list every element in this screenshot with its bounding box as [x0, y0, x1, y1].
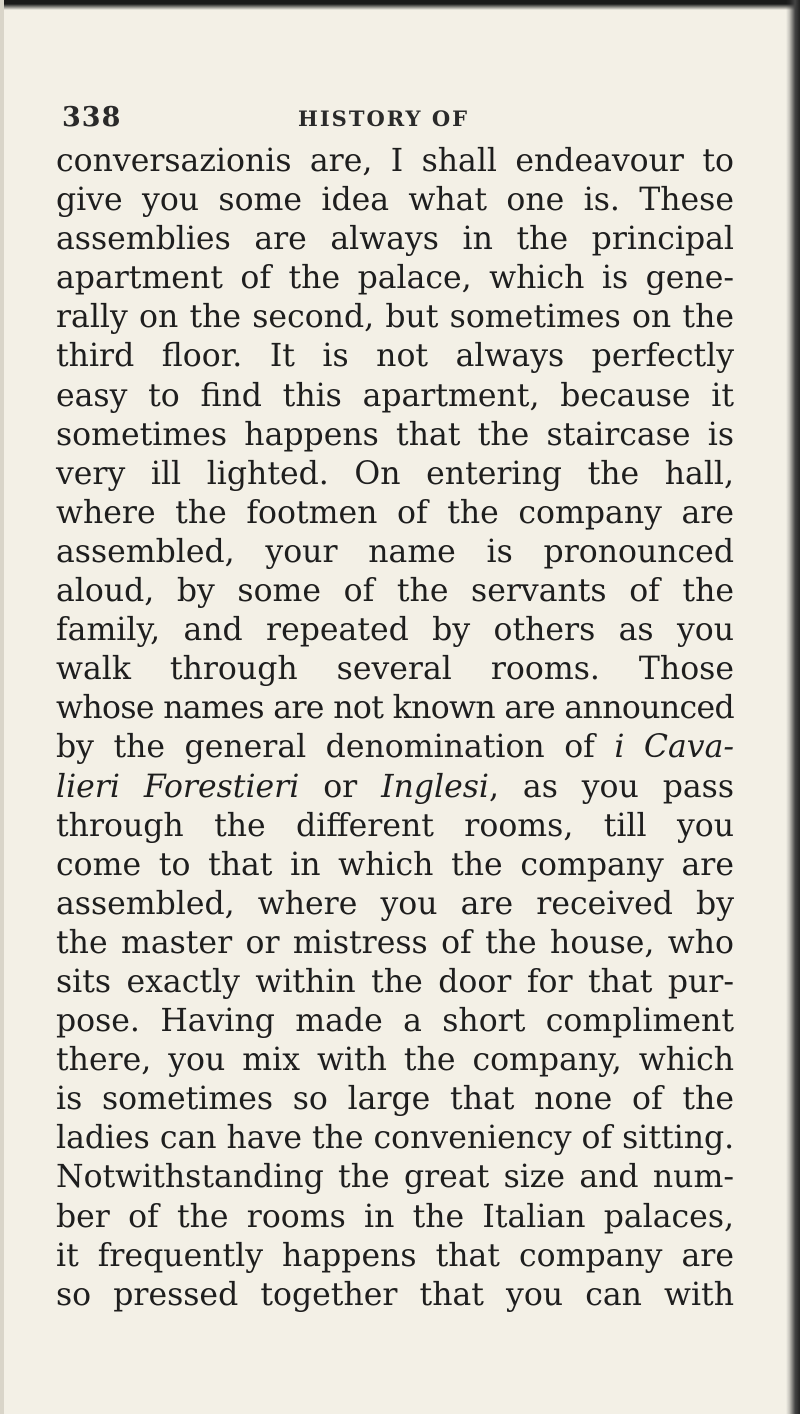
- text-line-17-italic-a: lieri Forestieri: [56, 768, 300, 805]
- text-line-8: sometimes happens that the staircase is: [56, 416, 734, 453]
- text-line-17-roman-b: , as you pass: [489, 768, 734, 805]
- text-line-28: ber of the rooms in the Italian palaces,: [56, 1198, 734, 1235]
- text-line-20: assembled, where you are received by: [56, 885, 734, 922]
- text-line-4: apartment of the palace, which is gene-: [56, 260, 734, 297]
- text-line-29: it frequently happens that company are: [56, 1237, 734, 1274]
- running-head: HISTORY OF: [298, 106, 470, 131]
- text-line-13: family, and repeated by others as you: [56, 612, 734, 649]
- text-line-12: aloud, by some of the servants of the: [56, 573, 734, 610]
- text-line-17-roman-a: or: [299, 768, 382, 805]
- text-line-24: there, you mix with the company, which: [56, 1042, 734, 1079]
- text-line-9: very ill lighted. On entering the hall,: [56, 455, 734, 492]
- text-line-26: ladies can have the conveniency of sitting.: [56, 1120, 735, 1157]
- text-line-11: assembled, your name is pronounced: [56, 533, 734, 570]
- text-line-14: walk through several rooms. Those: [56, 651, 734, 688]
- page-right-edge-shadow: [786, 0, 800, 1414]
- text-line-18: through the different rooms, till you: [56, 807, 734, 844]
- page-header: [62, 98, 702, 138]
- text-line-7: easy to find this apartment, because it: [56, 377, 734, 414]
- text-line-16: [56, 728, 734, 767]
- text-line-6: third floor. It is not always perfectly: [56, 338, 734, 375]
- page-top-edge: [0, 0, 800, 10]
- page-number: 338: [62, 102, 122, 133]
- text-line-1: conversazionis are, I shall endeavour to: [56, 143, 734, 179]
- text-line-3: assemblies are always in the principal: [56, 221, 734, 258]
- text-line-10: where the footmen of the company are: [56, 494, 734, 531]
- text-line-22: sits exactly within the door for that pur-: [56, 963, 734, 1000]
- text-line-15: whose names are not known are announced: [56, 690, 735, 727]
- text-line-27: Notwithstanding the great size and num-: [56, 1159, 734, 1196]
- body-text: [56, 142, 734, 1315]
- text-line-2: give you some idea what one is. These: [56, 182, 734, 219]
- text-line-25: is sometimes so large that none of the: [56, 1081, 734, 1118]
- text-line-17-italic-b: Inglesi: [381, 768, 489, 805]
- text-line-16-italic: i Cava-: [614, 729, 734, 766]
- text-line-21: the master or mistress of the house, who: [56, 924, 734, 961]
- text-line-23: pose. Having made a short compliment: [56, 1003, 734, 1040]
- text-line-30: so pressed together that you can with: [56, 1276, 734, 1313]
- page-left-edge: [0, 0, 4, 1414]
- text-line-5: rally on the second, but sometimes on the: [56, 299, 734, 336]
- text-line-19: come to that in which the company are: [56, 846, 734, 883]
- text-line-16-roman: by the general denomination of: [56, 729, 615, 766]
- text-line-17: [56, 768, 734, 807]
